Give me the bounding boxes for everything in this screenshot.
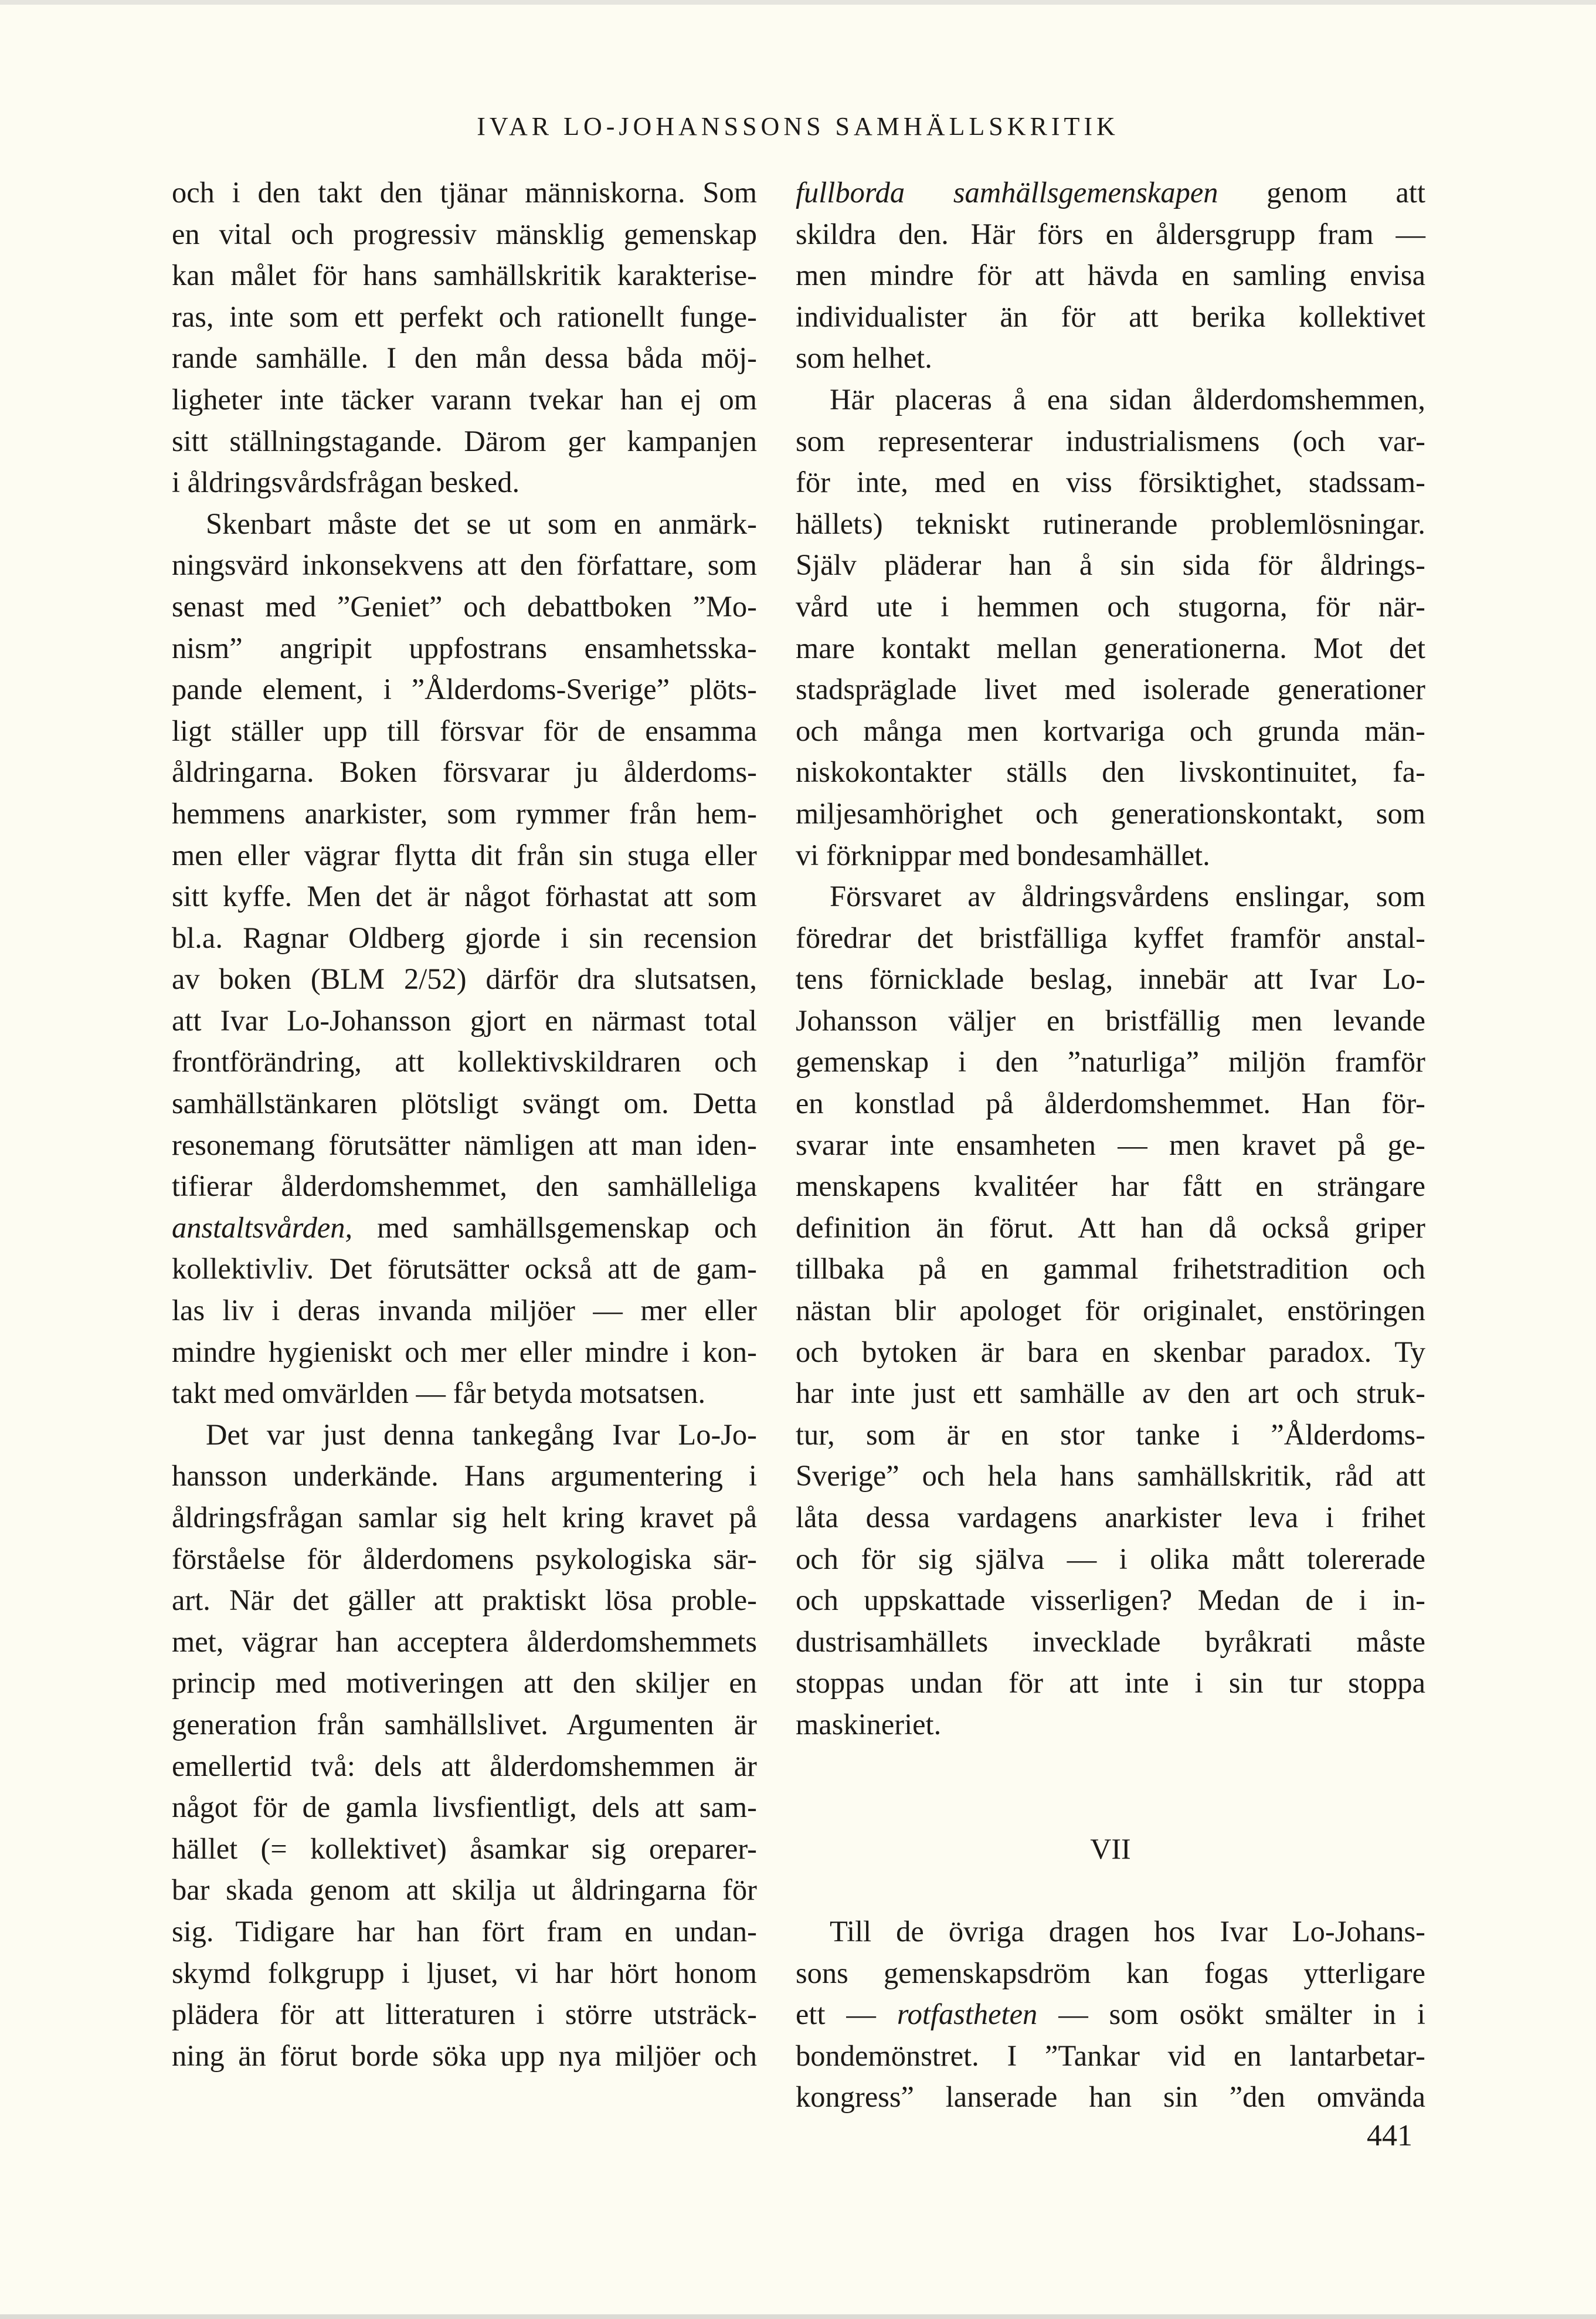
right-column <box>796 172 1425 2118</box>
text-line: men eller vägrar flytta dit från sin stuga eller <box>172 838 757 872</box>
text-line: tifierar ålderdomshemmet, den samhälleliga <box>172 1169 757 1203</box>
text-line: att Ivar Lo-Johansson gjort en närmast total <box>172 1003 757 1037</box>
text-line: hansson underkände. Hans argumentering i <box>172 1459 757 1493</box>
text-line: åldringarna. Boken försvarar ju ålderdoms- <box>172 755 757 789</box>
text-line <box>172 1207 757 1249</box>
text-line: Sverige” och hela hans samhällskritik, råd att <box>796 1459 1425 1493</box>
spacer <box>796 1745 1425 1787</box>
text-line: mare kontakt mellan generationerna. Mot det <box>796 631 1425 664</box>
text-line: skymd folkgrupp i ljuset, vi har hört honom <box>172 1956 757 1989</box>
text-line: tur, som är en stor tanke i ”Ålderdoms- <box>796 1418 1425 1451</box>
text-line: Själv pläderar han å sin sida för åldrings- <box>796 548 1425 582</box>
text-line: ras, inte som ett perfekt och rationellt funge- <box>172 300 757 333</box>
scan-top-edge <box>0 0 1596 5</box>
right-column-text <box>796 172 1425 1745</box>
text-line: tens förnicklade beslag, innebär att Ivar Lo- <box>796 962 1425 996</box>
text-line <box>796 1993 1425 2035</box>
text-line: niskokontakter ställs den livskontinuitet, fa- <box>796 755 1425 789</box>
text-line: mindre hygieniskt och mer eller mindre i kon- <box>172 1335 757 1368</box>
text-line: kongress” lanserade han sin ”den omvända <box>796 2080 1425 2114</box>
text-run: genom att <box>1218 176 1425 209</box>
text-line: föredrar det bristfälliga kyffet framför anstal- <box>796 921 1425 954</box>
text-line: och i den takt den tjänar människorna. Som <box>172 176 757 209</box>
text-line: resonemang förutsätter nämligen att man iden- <box>172 1128 757 1161</box>
section-heading: VII <box>1090 1832 1131 1865</box>
text-line: ningsvärd inkonsekvens att den författare, som <box>172 548 757 582</box>
text-line: dustrisamhällets invecklade byråkrati måste <box>796 1625 1425 1658</box>
text-line: låta dessa vardagens anarkister leva i frihet <box>796 1501 1425 1534</box>
text-line: frontförändring, att kollektivskildraren och <box>172 1045 757 1079</box>
text-line: met, vägrar han acceptera ålderdomshemmets <box>172 1625 757 1658</box>
text-line: senast med ”Geniet” och debattboken ”Mo- <box>172 589 757 623</box>
text-line: bondemönstret. I ”Tankar vid en lantarbetar- <box>796 2039 1425 2072</box>
text-line: rande samhälle. I den mån dessa båda möj- <box>172 341 757 375</box>
text-line: men mindre för att hävda en samling envisa <box>796 259 1425 292</box>
text-line: art. När det gäller att praktiskt lösa proble- <box>172 1584 757 1617</box>
text-line: i åldringsvårdsfrågan besked. <box>172 466 520 499</box>
text-line: och för sig själva — i olika mått tolererade <box>796 1542 1425 1575</box>
text-line: vi förknippar med bondesamhället. <box>796 838 1210 872</box>
text-line: generation från samhällslivet. Argumenten är <box>172 1707 757 1741</box>
text-run: — som osökt smälter in i <box>1037 1998 1425 2031</box>
text-line: ligheter inte täcker varann tvekar han ej om <box>172 382 757 416</box>
text-line: miljesamhörighet och generationskontakt, som <box>796 796 1425 830</box>
text-line: av boken (BLM 2/52) därför dra slutsatsen, <box>172 962 757 996</box>
text-line: ligt ställer upp till försvar för de ensamma <box>172 714 757 747</box>
text-line: emellertid två: dels att ålderdomshemmen är <box>172 1749 757 1782</box>
text-line: bl.a. Ragnar Oldberg gjorde i sin recension <box>172 921 757 954</box>
scan-bottom-edge <box>0 2314 1596 2319</box>
text-line: och många men kortvariga och grunda män- <box>796 714 1425 747</box>
text-line: gemenskap i den ”naturliga” miljön framför <box>796 1045 1425 1079</box>
text-line: Försvaret av åldringsvårdens enslingar, som <box>830 880 1425 913</box>
text-line: sig. Tidigare har han fört fram en undan- <box>172 1914 757 1948</box>
text-line: sitt ställningstagande. Därom ger kampanjen <box>172 424 757 457</box>
text-line: en vital och progressiv mänsklig gemenskap <box>172 217 757 250</box>
text-line: har inte just ett samhälle av den art och struk- <box>796 1377 1425 1410</box>
text-line: åldringsfrågan samlar sig helt kring kravet på <box>172 1501 757 1534</box>
text-line: skildra den. Här förs en åldersgrupp fram — <box>796 217 1425 250</box>
text-line: och uppskattade visserligen? Medan de i in- <box>796 1584 1425 1617</box>
text-line: vård ute i hemmen och stugorna, för när- <box>796 589 1425 623</box>
text-line: plädera för att litteraturen i större utsträck- <box>172 1998 757 2031</box>
text-line: ning än förut borde söka upp nya miljöer och <box>172 2039 757 2072</box>
text-line: sons gemenskapsdröm kan fogas ytterligare <box>796 1956 1425 1989</box>
text-line: stadspräglade livet med isolerade generationer <box>796 673 1425 706</box>
text-line: kan målet för hans samhällskritik karakterise- <box>172 259 757 292</box>
text-line: pande element, i ”Ålderdoms-Sverige” plöts- <box>172 673 757 706</box>
text-line <box>796 172 1425 213</box>
text-line: hället (= kollektivet) åsamkar sig oreparer- <box>172 1832 757 1865</box>
text-line: maskineriet. <box>796 1707 942 1741</box>
spacer <box>796 1786 1425 1828</box>
text-line: Skenbart måste det se ut som en anmärk- <box>206 507 757 540</box>
text-line: något för de gamla livsfientligt, dels att sam- <box>172 1791 757 1824</box>
text-line: menskapens kvalitéer har fått en strängare <box>796 1169 1425 1203</box>
left-column <box>172 172 757 2076</box>
text-line: princip med motiveringen att den skiljer en <box>172 1666 757 1700</box>
text-line: samhällstänkaren plötsligt svängt om. Detta <box>172 1087 757 1120</box>
text-line: bar skada genom att skilja ut åldringarna för <box>172 1873 757 1907</box>
text-line: och bytoken är bara en skenbar paradox. Ty <box>796 1335 1425 1368</box>
spacer <box>796 1869 1425 1911</box>
text-line: som helhet. <box>796 341 932 375</box>
text-line: tillbaka på en gammal frihetstradition och <box>796 1252 1425 1286</box>
text-line: som representerar industrialismens (och var- <box>796 424 1425 457</box>
italic-emphasis: rotfastheten <box>897 1998 1038 2031</box>
text-line: Här placeras å ena sidan ålderdomshemmen, <box>830 382 1425 416</box>
text-line: Johansson väljer en bristfällig men levande <box>796 1003 1425 1037</box>
text-run: ett — <box>796 1998 897 2031</box>
text-line: hemmens anarkister, som rymmer från hem- <box>172 796 757 830</box>
text-line: en konstlad på ålderdomshemmet. Han för- <box>796 1087 1425 1120</box>
text-line: nästan blir apologet för originalet, enstöringen <box>796 1294 1425 1327</box>
text-line: definition än förut. Att han då också griper <box>796 1211 1425 1244</box>
text-line: förståelse för ålderdomens psykologiska sär- <box>172 1542 757 1575</box>
text-line: kollektivliv. Det förutsätter också att de gam- <box>172 1252 757 1286</box>
text-line: för inte, med en viss försiktighet, stadssam- <box>796 466 1425 499</box>
text-line: sitt kyffe. Men det är något förhastat att som <box>172 880 757 913</box>
section-vii-text <box>796 1911 1425 2118</box>
text-line: las liv i deras invanda miljöer — mer eller <box>172 1294 757 1327</box>
running-head: IVAR LO-JOHANSSONS SAMHÄLLSKRITIK <box>477 112 1119 141</box>
text-line: Till de övriga dragen hos Ivar Lo-Johans- <box>830 1914 1425 1948</box>
text-line: svarar inte ensamheten — men kravet på ge- <box>796 1128 1425 1161</box>
text-run: med samhällsgemenskap och <box>352 1211 757 1244</box>
text-line: stoppas undan för att inte i sin tur stoppa <box>796 1666 1425 1700</box>
text-line: hällets) tekniskt rutinerande problemlösningar. <box>796 507 1425 540</box>
italic-emphasis: anstaltsvården, <box>172 1211 353 1244</box>
italic-emphasis: fullborda samhällsgemenskapen <box>796 176 1218 209</box>
text-line: takt med omvärlden — får betyda motsatsen. <box>172 1377 706 1410</box>
text-line: Det var just denna tankegång Ivar Lo-Jo- <box>206 1418 757 1451</box>
text-line: individualister än för att berika kollektivet <box>796 300 1425 333</box>
page-number: 441 <box>1367 2119 1412 2152</box>
text-line: nism” angripit uppfostrans ensamhetsska- <box>172 631 757 664</box>
